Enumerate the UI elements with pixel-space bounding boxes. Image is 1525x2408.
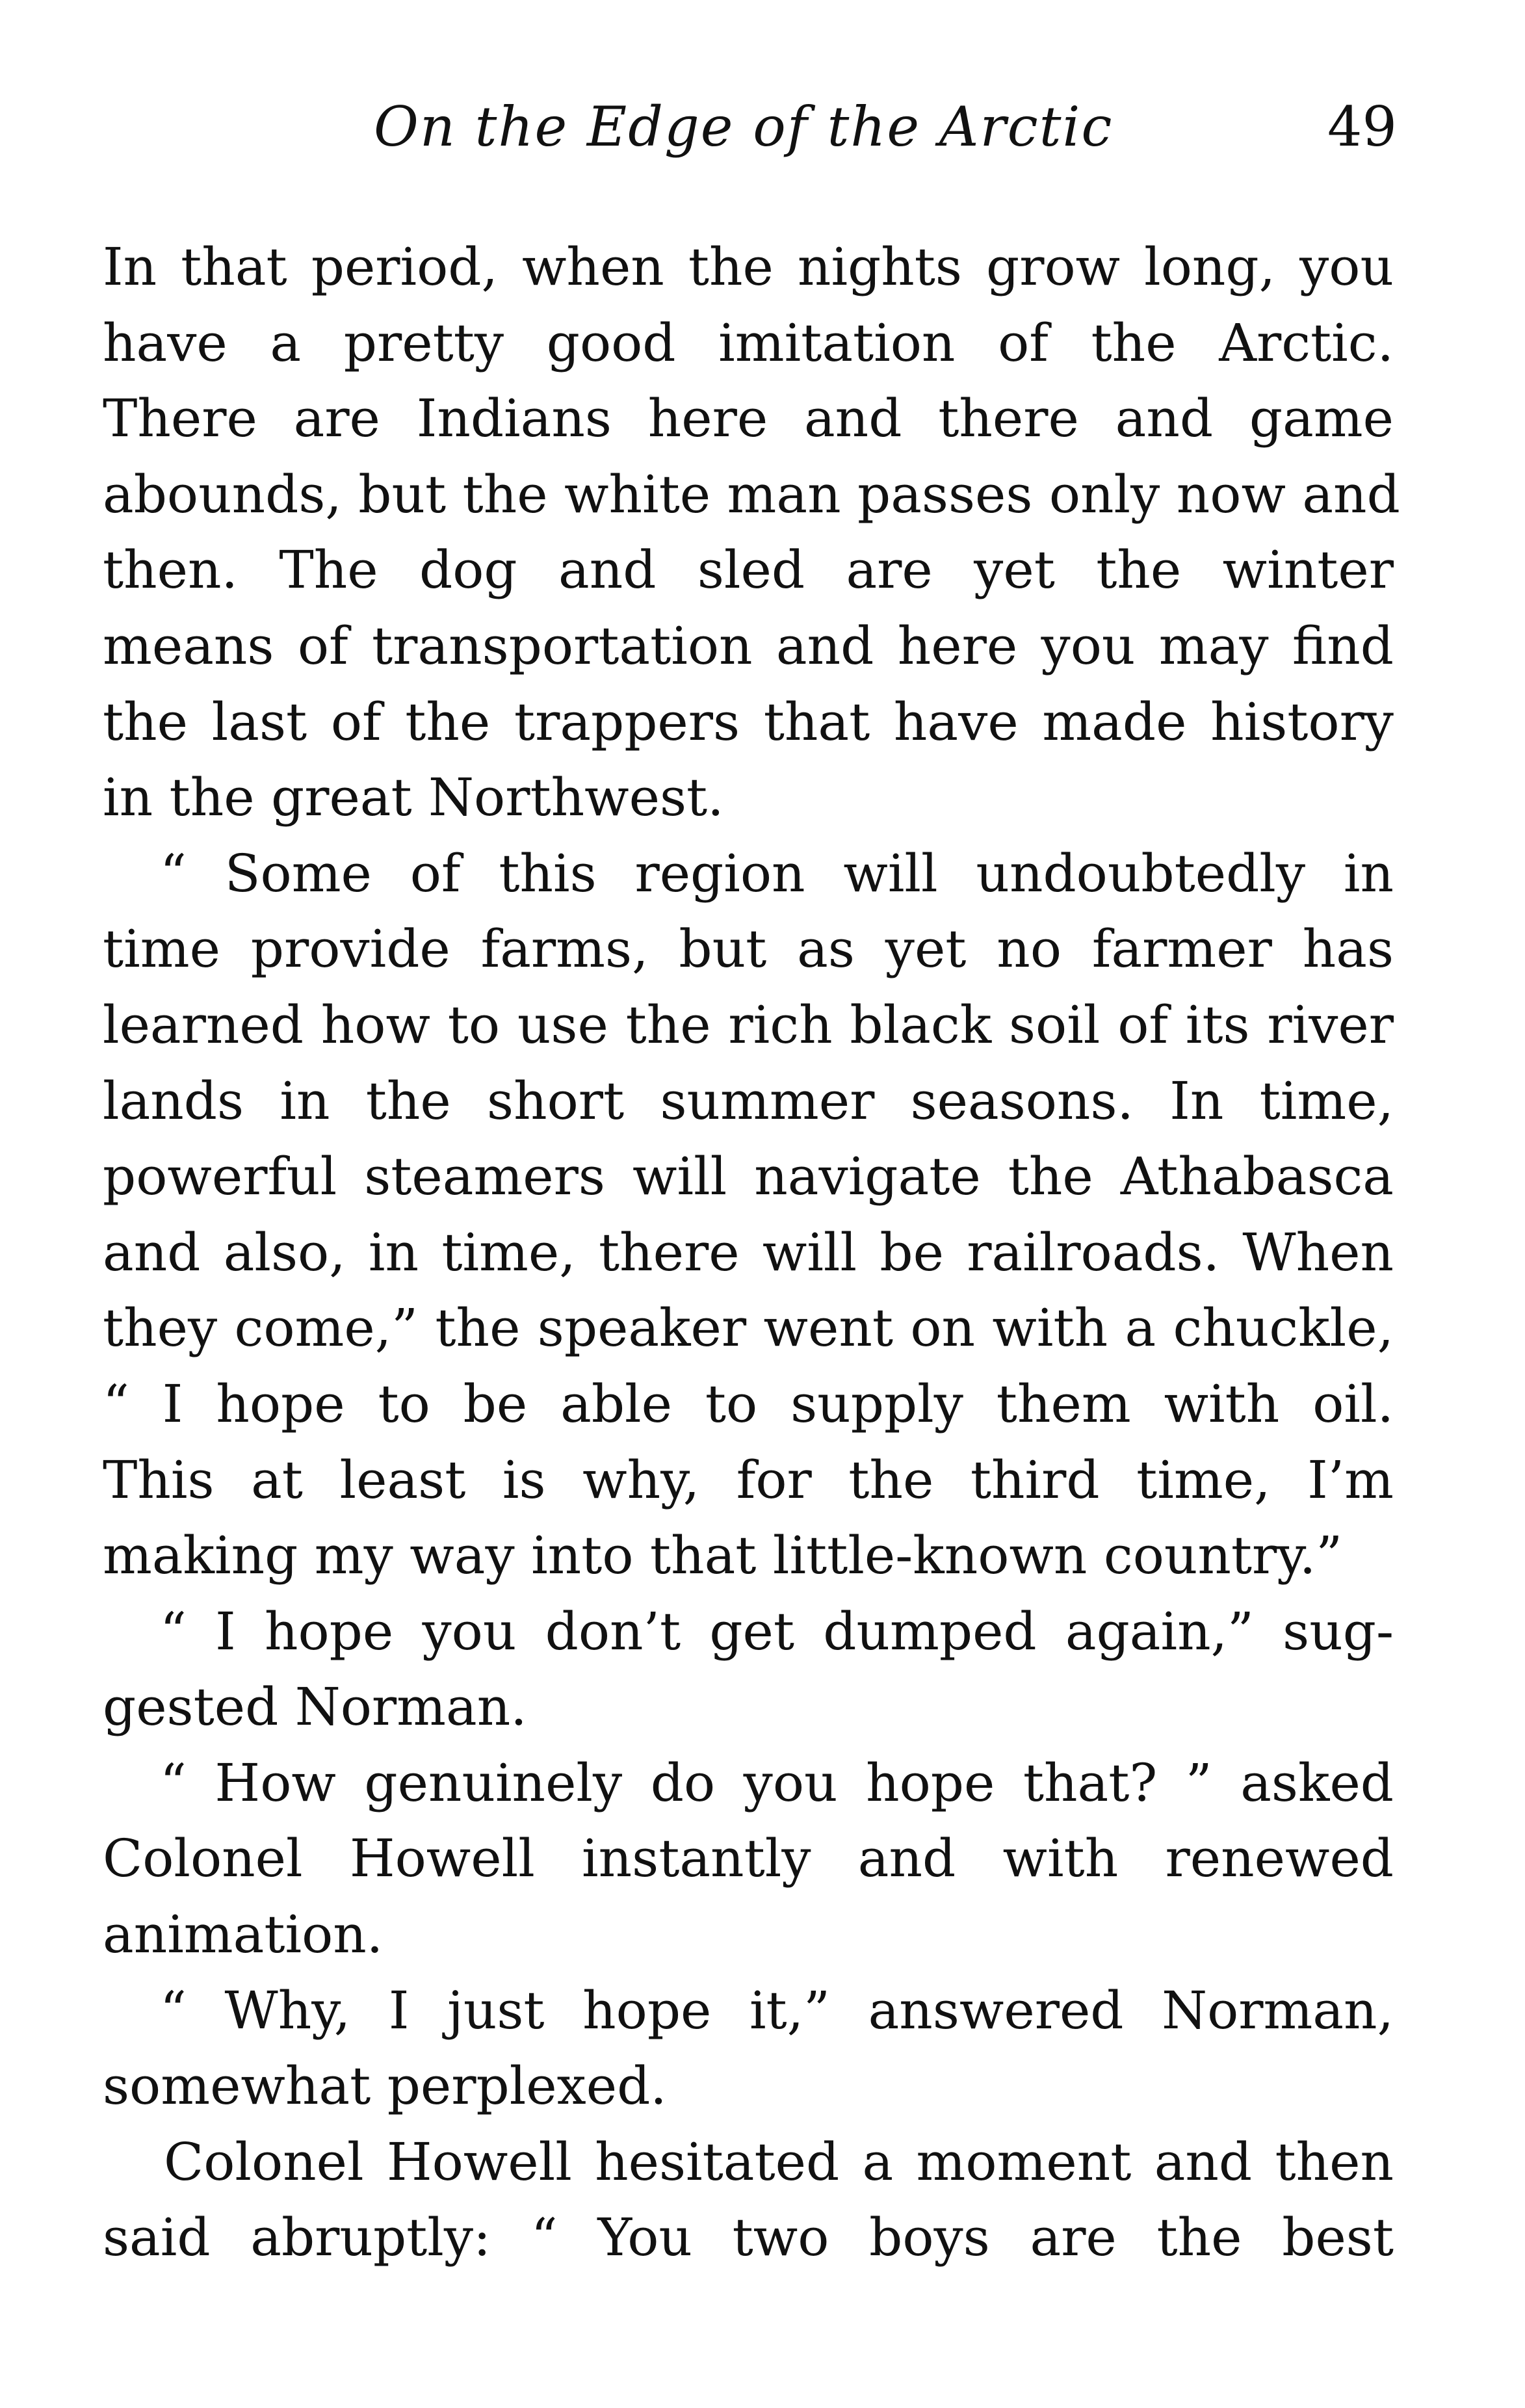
text-line-12: lands in the short summer seasons. In time, xyxy=(103,1070,1394,1131)
running-head xyxy=(0,91,1525,163)
text-line-2: have a pretty good imitation of the Arctic. xyxy=(103,312,1394,373)
text-line-15: they come,” the speaker went on with a chuckle, xyxy=(103,1298,1394,1359)
text-line-17: This at least is why, for the third time, I’m xyxy=(103,1449,1394,1510)
text-line-11: learned how to use the rich black soil of its river xyxy=(103,994,1394,1055)
text-line-26: Colonel Howell hesitated a moment and then xyxy=(164,2131,1394,2192)
text-line-25: somewhat perplexed. xyxy=(103,2056,667,2117)
text-line-13: powerful steamers will navigate the Athabasca xyxy=(103,1146,1394,1207)
text-line-9: “ Some of this region will undoubtedly in xyxy=(160,843,1394,904)
text-line-27: said abruptly: “ You two boys are the best xyxy=(103,2207,1394,2268)
text-line-8: in the great Northwest. xyxy=(103,767,724,828)
page-number: 49 xyxy=(1327,95,1397,159)
text-line-7: the last of the trappers that have made history xyxy=(103,691,1394,752)
text-line-1: In that period, when the nights grow long, you xyxy=(103,237,1394,297)
text-line-24: “ Why, I just hope it,” answered Norman, xyxy=(160,1980,1394,2041)
text-line-10: time provide farms, but as yet no farmer has xyxy=(103,919,1394,980)
text-line-23: animation. xyxy=(103,1904,384,1965)
text-line-21: “ How genuinely do you hope that? ” asked xyxy=(160,1752,1394,1813)
running-title: On the Edge of the Arctic xyxy=(374,95,1114,159)
text-line-22: Colonel Howell instantly and with renewed xyxy=(103,1828,1394,1889)
text-line-6: means of transportation and here you may find xyxy=(103,615,1394,676)
text-line-4: abounds, but the white man passes only now and xyxy=(103,464,1400,525)
text-line-18: making my way into that little-known country.” xyxy=(103,1525,1343,1586)
text-line-20: gested Norman. xyxy=(103,1677,527,1738)
text-line-14: and also, in time, there will be railroads. When xyxy=(103,1222,1394,1283)
text-line-5: then. The dog and sled are yet the winter xyxy=(103,540,1394,601)
text-line-3: There are Indians here and there and game xyxy=(103,388,1394,449)
text-line-16: “ I hope to be able to supply them with oil. xyxy=(103,1373,1394,1434)
text-line-19: “ I hope you don’t get dumped again,” sug- xyxy=(160,1601,1394,1662)
body-text xyxy=(103,229,1400,2276)
